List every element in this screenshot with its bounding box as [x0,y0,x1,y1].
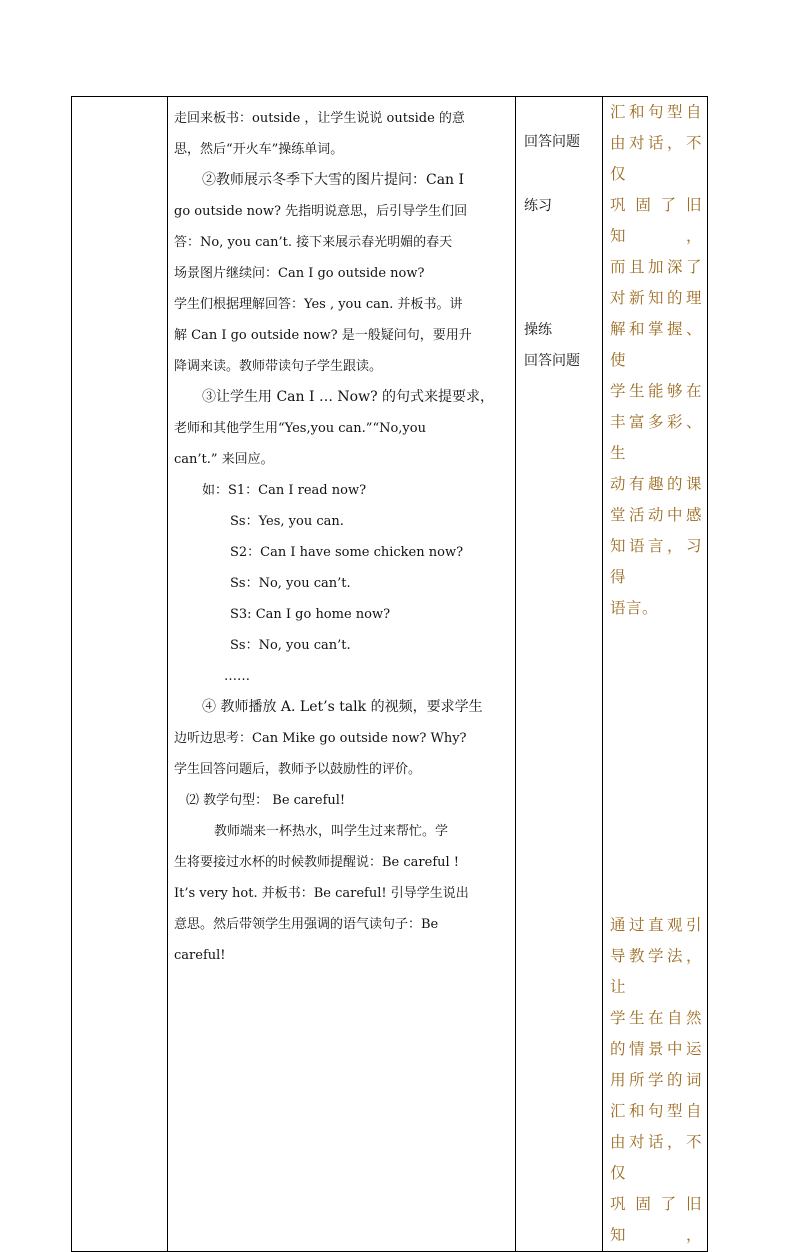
procedure-line: It’s very hot. 并板书：Be careful! 引导学生说出 [174,886,469,901]
section-heading: ⑵ 教学句型： Be careful! [186,793,346,808]
procedure-line: 学生回答问题后，教师予以鼓励性的评价。 [174,762,422,777]
procedure-line: 老师和其他学生用“Yes,you can.”“No,you [174,421,426,436]
procedure-line: ③让学生用 Can I … Now? 的句式来提要求， [202,389,495,405]
intent-line: 汇和句型自 [610,1102,702,1120]
design-intent-block-1 [603,97,707,624]
student-activity-label: 回答问题 [524,134,580,150]
procedure-line: 解 Can I go outside now? 是一般疑问句，要用升 [174,328,472,343]
procedure-line: 答：No, you can’t. 接下来展示春光明媚的春天 [174,235,453,250]
ellipsis-line: …… [224,669,250,684]
intent-line: 巩固了旧知， [610,1195,702,1244]
procedure-line: can’t.” 来回应。 [174,452,274,467]
student-activity-label: 操练 [524,322,552,338]
intent-line: 由对话，不仅 [610,1133,702,1182]
design-intent-block-2 [603,910,707,1251]
procedure-line: ④ 教师播放 A. Let’s talk 的视频，要求学生 [202,699,483,715]
student-activity-cell [516,97,603,1252]
intent-line: 导教学法，让 [610,947,702,996]
example-line: S3: Can I go home now? [230,607,391,622]
example-line: Ss：Yes, you can. [230,514,344,529]
intent-line: 汇和句型自 [610,103,702,121]
procedure-line: 生将要接过水杯的时候教师提醒说：Be careful ! [174,855,460,870]
lesson-plan-table [71,96,708,1252]
intent-line: 知语言，习得 [610,537,702,586]
procedure-line: 走回来板书：outside ，让学生说说 outside 的意 [174,111,465,126]
example-line: 如：S1：Can I read now? [202,483,367,498]
intent-line: 由对话，不仅 [610,134,702,183]
teaching-procedure-cell [168,97,516,1252]
intent-line: 语言。 [610,599,659,617]
design-intent-cell [603,97,708,1252]
intent-line: 解和掌握、使 [610,320,702,369]
intent-line: 学生在自然 [610,1009,702,1027]
procedure-line: 意思。然后带领学生用强调的语气读句子：Be [174,917,439,932]
stage-cell [72,97,168,1252]
intent-line: 通过直观引 [610,916,702,934]
intent-line: 丰富多彩、生 [610,413,702,462]
procedure-line: 学生们根据理解回答：Yes , you can. 并板书。讲 [174,297,463,312]
procedure-line: 思，然后“开火车”操练单词。 [174,142,344,157]
intent-line: 学生能够在 [610,382,702,400]
intent-line: 的情景中运 [610,1040,702,1058]
procedure-line: careful! [174,948,226,963]
student-activity-label: 回答问题 [524,353,580,369]
example-line: Ss：No, you can’t. [230,638,351,653]
example-line: Ss：No, you can’t. [230,576,351,591]
procedure-line: ②教师展示冬季下大雪的图片提问：Can I [202,172,465,188]
procedure-line: 教师端来一杯热水，叫学生过来帮忙。学 [214,824,449,839]
intent-line: 用所学的词 [610,1071,702,1089]
intent-line: 而且加深了 [610,258,702,276]
intent-line: 对新知的理 [610,289,702,307]
procedure-line: 边听边思考：Can Mike go outside now? Why? [174,731,467,746]
procedure-line: 场景图片继续问：Can I go outside now? [174,266,425,281]
student-activity-label: 练习 [524,198,552,214]
intent-line: 巩固了旧知， [610,196,702,245]
procedure-line: go outside now? 先指明说意思，后引导学生们回 [174,204,468,219]
procedure-line: 降调来读。教师带读句子学生跟读。 [174,359,383,374]
intent-line: 动有趣的课 [610,475,702,493]
example-line: S2：Can I have some chicken now? [230,545,464,560]
intent-line: 堂活动中感 [610,506,702,524]
